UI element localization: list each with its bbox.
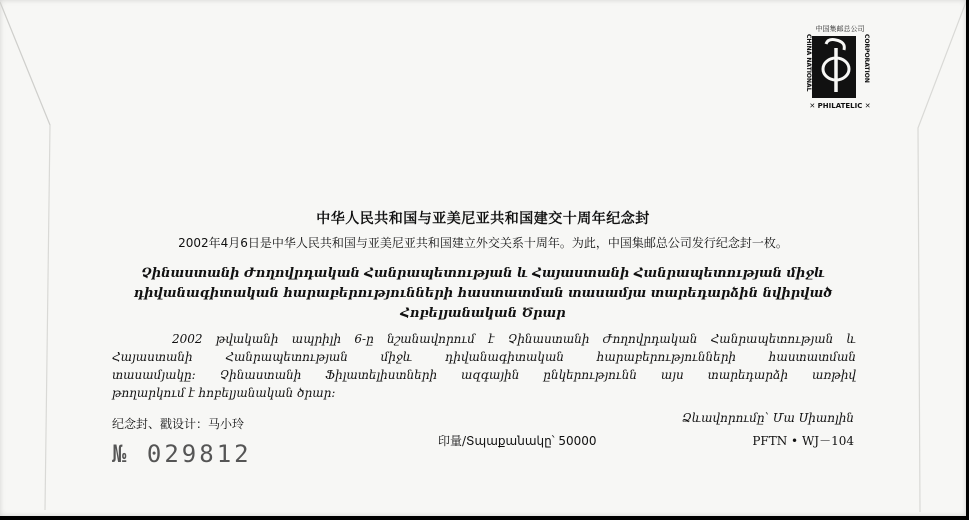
design-credit-cn: 纪念封、戳设计：马小玲 [112,417,245,431]
chinese-title: 中华人民共和国与亚美尼亚共和国建交十周年纪念封 [316,211,650,227]
logo-top-text: 中国集邮总公司 [815,25,865,33]
armenian-body-line: Հայաստանի Հանրապետության միջև դիվանագիտական հարաբերությունների հաստատման [112,350,856,364]
philatelic-logo [800,22,880,118]
phi-logo-icon [812,36,856,98]
logo-bottom-text: ✕ PHILATELIC ✕ [809,102,871,110]
logo-side-left-text: CHINA NATIONAL [805,34,812,92]
serial-number: № 029812 [112,440,252,468]
armenian-title-line: Հոբելյանական Ծրար [400,306,566,321]
armenian-body-line: 2002 թվականի ապրիլի 6-ը նշանավորում է Չինաստանի Ժողովրդական Հանրապետության և [172,332,856,346]
armenian-body-line: տասամյակը: Չինաստանի Ֆիլատելիստների ազգային ընկերությունն այս տարեդարձի առթիվ [112,368,856,382]
armenian-title-line: Չինաստանի Ժողովրդական Հանրապետության և Հայաստանի Հանրապետության միջև [141,266,825,281]
design-credit-arm: Ձևավորումը՝ Մա Սիաոլին [681,411,854,425]
catalog-code: PFTN • WJ－104 [752,434,854,448]
print-run: 印量/Տպաքանակը՝ 50000 [438,434,597,448]
armenian-body-line: թողարկում է հոբելյանական ծրար: [112,386,336,400]
chinese-subtitle: 2002年4月6日是中华人民共和国与亚美尼亚共和国建立外交关系十周年。为此，中国集邮总公司发行纪念封一枚。 [178,236,788,250]
armenian-title-line: դիվանագիտական հարաբերությունների հաստատման տասամյա տարեդարձին նվիրված [133,286,833,301]
logo-side-right-text: CORPORATION [863,34,870,83]
